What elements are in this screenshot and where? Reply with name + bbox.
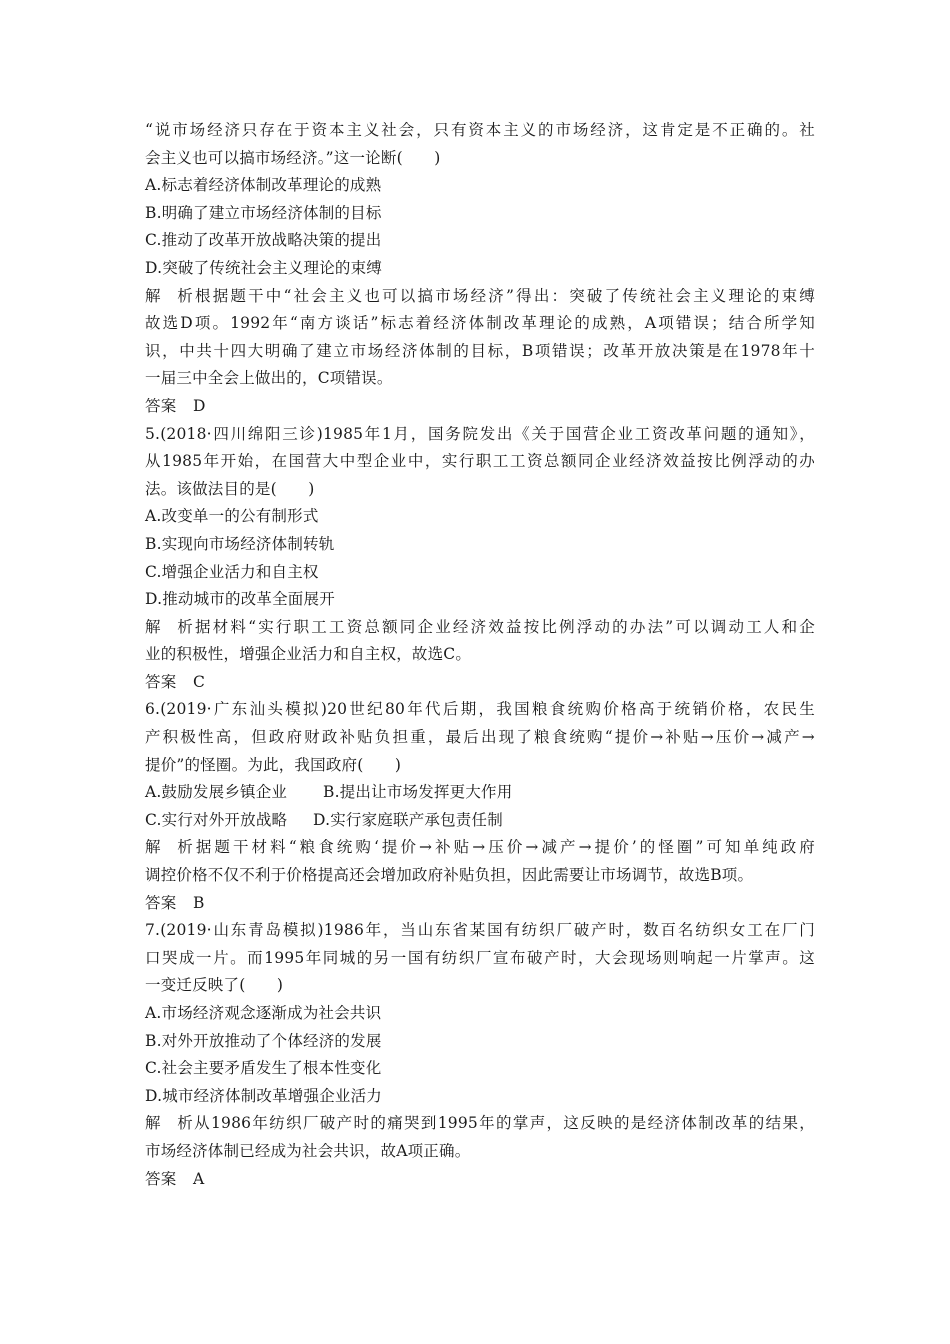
option-a: A.标志着经济体制改革理论的成熟 — [145, 176, 382, 195]
question-7 — [145, 917, 815, 1193]
question-stem-line: “说市场经济只存在于资本主义社会，只有资本主义的市场经济，这肯定是不正确的。社 — [145, 121, 815, 139]
analysis-label: 解析 — [145, 1114, 193, 1133]
option-c: C.实行对外开放战略 — [145, 810, 288, 829]
question-stem-line: 从1985年开始，在国营大中型企业中，实行职工工资总额同企业经济效益按比例浮动的办 — [145, 452, 815, 471]
question-6 — [145, 696, 815, 917]
option-c: C.增强企业活力和自主权 — [145, 562, 319, 581]
option-d: D.推动城市的改革全面展开 — [145, 590, 335, 609]
answer-line — [145, 890, 815, 918]
option-a: A.改变单一的公有制形式 — [145, 507, 319, 526]
answer-line — [145, 1166, 815, 1194]
answer-line — [145, 393, 815, 421]
question-stem-line: 6.(2019·广东汕头模拟)20世纪80年代后期，我国粮食统购价格高于统销价格，农民生 — [145, 700, 815, 719]
analysis-line: 一届三中全会上做出的，C项错误。 — [145, 369, 393, 388]
answer-label: 答案 — [145, 1169, 177, 1188]
analysis-line — [145, 1110, 815, 1138]
option-d: D.城市经济体制改革增强企业活力 — [145, 1086, 383, 1105]
answer-label: 答案 — [145, 893, 177, 912]
question-5 — [145, 421, 815, 697]
option-b: B.提出让市场发挥更大作用 — [323, 783, 513, 802]
analysis-text: 据题干材料“粮食统购‘提价→补贴→压价→减产→提价’的怪圈”可知单纯政府 — [193, 838, 815, 857]
document-page — [145, 117, 815, 1193]
question-stem-line: 提价”的怪圈。为此，我国政府( ) — [145, 755, 402, 774]
option-d: D.突破了传统社会主义理论的束缚 — [145, 258, 383, 277]
analysis-label: 解析 — [145, 286, 193, 305]
question-stem-line: 一变迁反映了( ) — [145, 976, 284, 995]
option-row — [145, 807, 815, 835]
question-stem-line: 5.(2018·四川绵阳三诊)1985年1月，国务院发出《关于国营企业工资改革问题的通知》， — [145, 424, 815, 443]
question-4 — [145, 117, 815, 421]
analysis-line: 市场经济体制已经成为社会共识，故A项正确。 — [145, 1141, 471, 1160]
answer-line — [145, 669, 815, 697]
analysis-line — [145, 283, 815, 311]
answer-value: A — [193, 1169, 205, 1188]
option-c: C.推动了改革开放战略决策的提出 — [145, 231, 382, 250]
question-stem-line: 产积极性高，但政府财政补贴负担重，最后出现了粮食统购“提价→补贴→压价→减产→ — [145, 728, 815, 747]
option-d: D.实行家庭联产承包责任制 — [313, 810, 503, 829]
option-c: C.社会主要矛盾发生了根本性变化 — [145, 1059, 382, 1078]
answer-label: 答案 — [145, 396, 177, 415]
analysis-label: 解析 — [145, 617, 193, 636]
analysis-text: 从1986年纺织厂破产时的痛哭到1995年的掌声，这反映的是经济体制改革的结果， — [193, 1114, 815, 1133]
answer-value: C — [193, 672, 206, 691]
question-stem-line: 会主义也可以搞市场经济。”这一论断( ) — [145, 148, 441, 167]
analysis-text: 根据题干中“社会主义也可以搞市场经济”得出：突破了传统社会主义理论的束缚 — [193, 286, 815, 305]
question-stem-line: 口哭成一片。而1995年同城的另一国有纺织厂宣布破产时，大会现场则响起一片掌声。这 — [145, 948, 815, 967]
answer-label: 答案 — [145, 672, 177, 691]
answer-value: B — [193, 893, 205, 912]
analysis-text: 据材料“实行职工工资总额同企业经济效益按比例浮动的办法”可以调动工人和企 — [193, 617, 815, 636]
question-stem-line: 法。该做法目的是( ) — [145, 479, 315, 498]
option-b: B.对外开放推动了个体经济的发展 — [145, 1031, 382, 1050]
option-b: B.实现向市场经济体制转轨 — [145, 534, 335, 553]
analysis-line: 识，中共十四大明确了建立市场经济体制的目标，B项错误；改革开放决策是在1978年十 — [145, 341, 815, 360]
question-stem-line: 7.(2019·山东青岛模拟)1986年，当山东省某国有纺织厂破产时，数百名纺织女工在厂门 — [145, 921, 815, 940]
analysis-line: 调控价格不仅不利于价格提高还会增加政府补贴负担，因此需要让市场调节，故选B项。 — [145, 866, 754, 885]
option-row — [145, 779, 815, 807]
option-a: A.市场经济观念逐渐成为社会共识 — [145, 1004, 382, 1022]
analysis-line: 故选D项。1992年“南方谈话”标志着经济体制改革理论的成熟，A项错误；结合所学知 — [145, 314, 815, 333]
analysis-line — [145, 834, 815, 862]
option-b: B.明确了建立市场经济体制的目标 — [145, 203, 382, 222]
analysis-line: 业的积极性，增强企业活力和自主权，故选C。 — [145, 645, 472, 664]
answer-value: D — [193, 396, 206, 415]
analysis-label: 解析 — [145, 838, 193, 857]
analysis-line — [145, 614, 815, 642]
option-a: A.鼓励发展乡镇企业 — [145, 783, 288, 802]
